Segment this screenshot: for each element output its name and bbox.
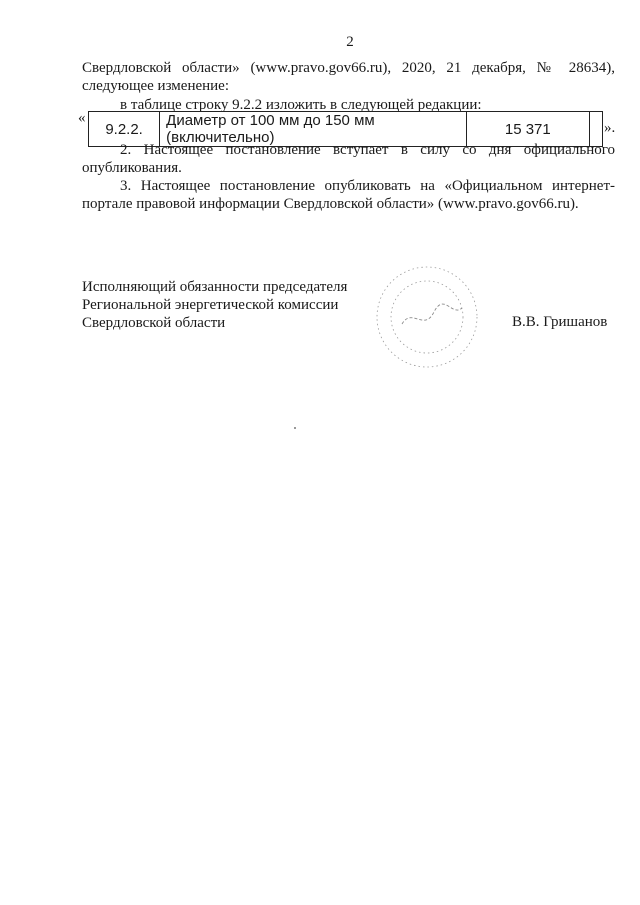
paragraph-line: портале правовой информации Свердловской области» (www.pravo.gov66.ru). [82, 196, 579, 212]
signature-block [82, 278, 347, 332]
paragraph-line: 2. Настоящее постановление вступает в силу со дня официального [120, 142, 615, 158]
row-number-cell: 9.2.2. [89, 112, 160, 147]
signer-title-line: Исполняющий обязанности председателя [82, 279, 348, 295]
row-value-cell: 15 371 [466, 112, 589, 147]
paragraph-line: 3. Настоящее постановление опубликовать на «Официальном интернет- [120, 178, 615, 194]
opening-quote: « [78, 110, 86, 126]
paragraph-line: в таблице строку 9.2.2 изложить в следующей редакции: [120, 97, 482, 113]
paragraph-line: Свердловской области» (www.pravo.gov66.ru), 2020, 21 декабря, № 28634), [82, 60, 615, 76]
row-description-cell: Диаметр от 100 мм до 150 мм (включительно) [160, 112, 466, 147]
signer-title-line: Региональной энергетической комиссии [82, 297, 339, 313]
closing-quote: ». [604, 120, 616, 136]
paragraph-line: следующее изменение: [82, 78, 230, 94]
signer-title-line: Свердловской области [82, 315, 226, 331]
paragraph-line: опубликования. [82, 160, 182, 176]
signature-stamp-icon [372, 262, 482, 372]
scan-speck [294, 427, 296, 429]
signer-name: В.В. Гришанов [512, 314, 608, 330]
page-number: 2 [346, 34, 354, 50]
